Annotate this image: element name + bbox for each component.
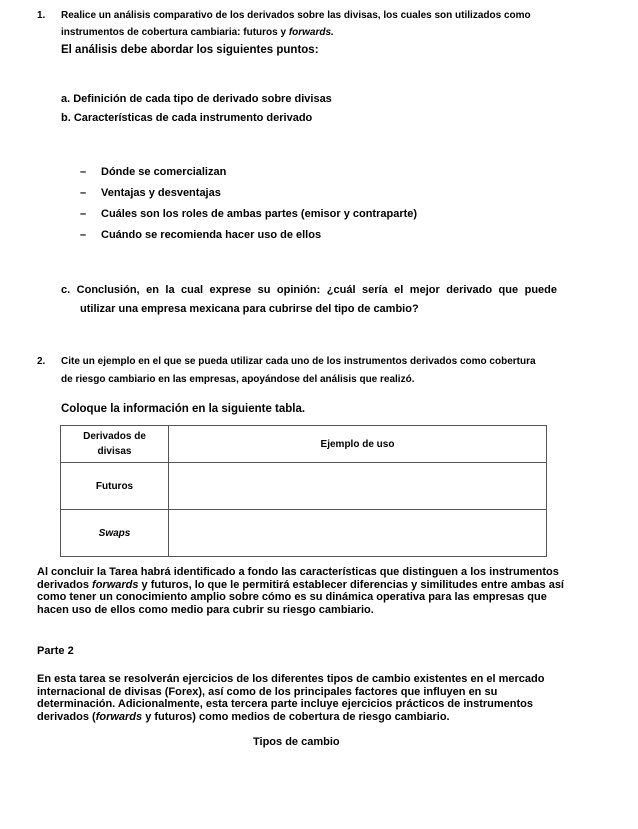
q1-item-a: a. Definición de cada tipo de derivado sobre divisas xyxy=(61,93,332,105)
q2-number: 2. xyxy=(37,356,46,367)
bullet-dash: – xyxy=(80,208,87,220)
q2-text-line1: Cite un ejemplo en el que se pueda utilizar cada uno de los instrumentos derivados como cobertura xyxy=(61,356,536,367)
q1-item-b: b. Características de cada instrumento derivado xyxy=(61,112,313,124)
q2-lead: Coloque la información en la siguiente tabla. xyxy=(61,403,306,415)
table-header-ejemplo: Ejemplo de uso xyxy=(169,426,547,463)
table-header-derivados: Derivados de divisas xyxy=(61,426,169,463)
table-row xyxy=(61,463,547,510)
parte2-paragraph: En esta tarea se resolverán ejercicios de los diferentes tipos de cambio existentes en el mercado internacional de divisas (Forex), así como de los principales factores que influyen en su determinación. Adicionalmente, esta tercera parte incluye ejercicios prácticos de instrumentos derivados (forwards y futuros) como medios de cobertura de riesgo cambiario. xyxy=(37,673,545,723)
q1-text-line1: Realice un análisis comparativo de los derivados sobre las divisas, los cuales son utilizados como xyxy=(61,10,531,21)
q1-lead: El análisis debe abordar los siguientes puntos: xyxy=(61,44,319,56)
derivatives-table xyxy=(60,425,547,557)
bullet-dash: – xyxy=(80,166,87,178)
list-item: Cuáles son los roles de ambas partes (emisor y contraparte) xyxy=(101,208,418,220)
table-cell-empty xyxy=(169,510,547,557)
q2-text-line2: de riesgo cambiario en las empresas, apoyándose del análisis que realizó. xyxy=(61,374,415,385)
conclusion-paragraph: Al concluir la Tarea habrá identificado a fondo las características que distinguen a los instrumentos derivados forwards y futuros, lo que le permitirá establecer diferencias y similitudes entre ambas así como tener un conocimiento amplio sobre cómo es su dinámica operativa para las empresas que hacen uso de ellos como medio para cubrir su riesgo cambiario. xyxy=(37,566,564,616)
bullet-dash: – xyxy=(80,187,87,199)
q1-text-line2: instrumentos de cobertura cambiaria: futuros y forwards. xyxy=(61,27,334,38)
q1-item-c-line2: utilizar una empresa mexicana para cubrirse del tipo de cambio? xyxy=(80,303,419,315)
table-cell-empty xyxy=(169,463,547,510)
table-cell-swaps: Swaps xyxy=(61,510,169,557)
table-cell-futuros: Futuros xyxy=(61,463,169,510)
q1-item-c-line1: c. Conclusión, en la cual exprese su opinión: ¿cuál sería el mejor derivado que puede xyxy=(61,284,557,296)
list-item: Cuándo se recomienda hacer uso de ellos xyxy=(101,229,322,241)
parte2-heading: Parte 2 xyxy=(37,645,74,657)
bullet-dash: – xyxy=(80,229,87,241)
table-row xyxy=(61,426,547,463)
list-item: Ventajas y desventajas xyxy=(101,187,221,199)
list-item: Dónde se comercializan xyxy=(101,166,227,178)
section-title-tipos-de-cambio: Tipos de cambio xyxy=(253,736,340,748)
q1-number: 1. xyxy=(37,10,46,21)
table-row xyxy=(61,510,547,557)
